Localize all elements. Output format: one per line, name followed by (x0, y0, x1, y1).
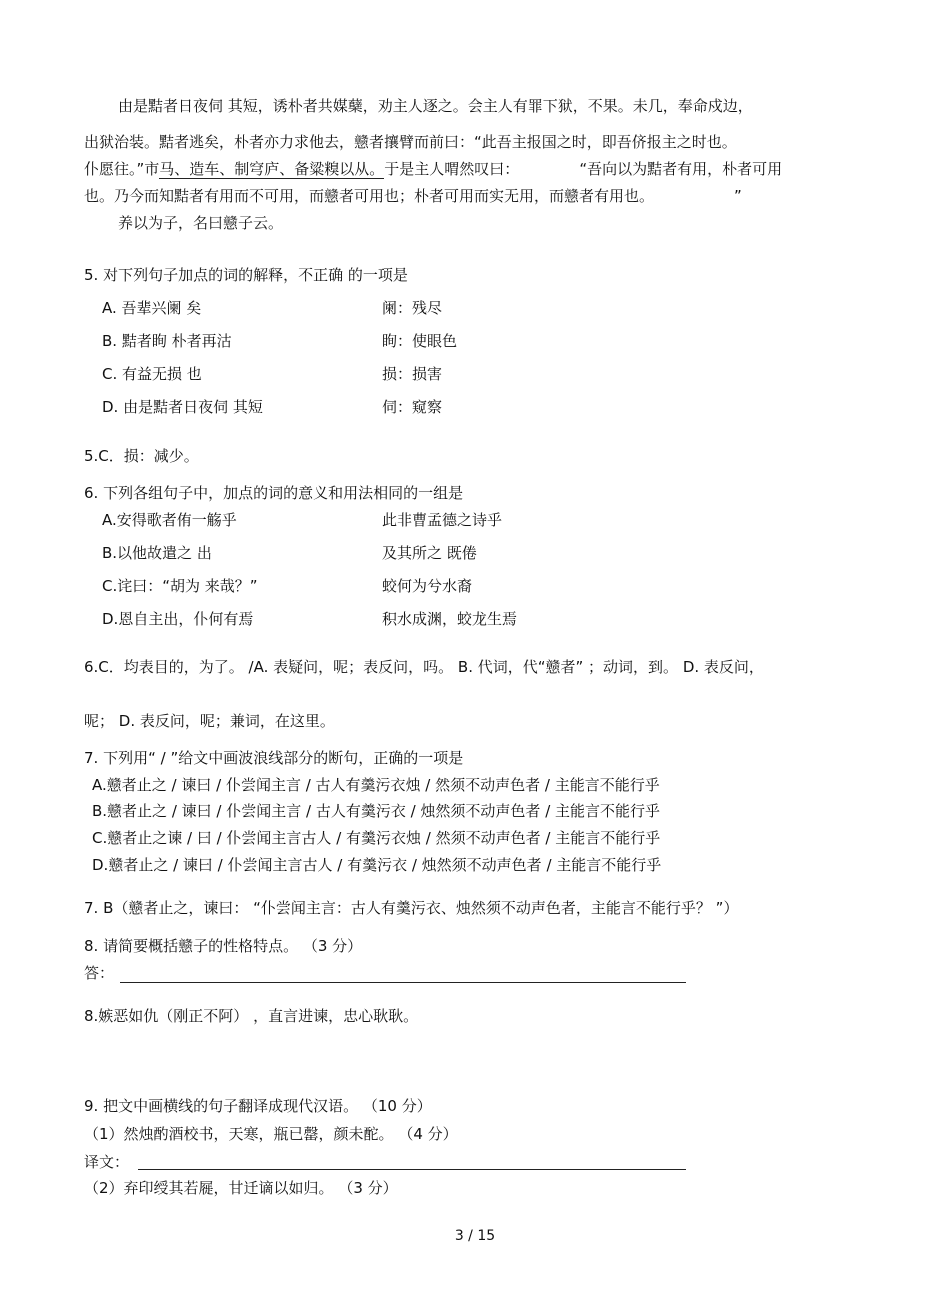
q7-option-c: C.戆者止之谏 / 曰 / 仆尝闻主言古人 / 有羹污衣烛 / 然须不动声色者 / 主能言不能行乎 (92, 829, 661, 847)
q7-answer: 7. B（戆者止之，谏曰： “仆尝闻主言：古人有羹污衣、烛然须不动声色者，主能言不能行乎？ ”） (84, 899, 739, 917)
passage-line-5: 养以为子，名曰戆子云。 (118, 214, 284, 232)
passage-line-3-quote: “吾向以为黠者有用，朴者可用 (579, 160, 783, 178)
q6-option-d: D.恩自主出，仆何有焉 (102, 610, 254, 628)
q7-option-a: A.戆者止之 / 谏曰 / 仆尝闻主言 / 古人有羹污衣烛 / 然须不动声色者 / 主能言不能行乎 (92, 776, 660, 794)
q6-option-c: C.诧曰：“胡为 来哉？” (102, 577, 258, 595)
q7-option-b: B.戆者止之 / 谏曰 / 仆尝闻主言 / 古人有羹污衣 / 烛然须不动声色者 / 主能言不能行乎 (92, 802, 661, 820)
q5-option-d: D. 由是黠者日夜伺 其短 (102, 398, 263, 416)
q5-option-c-gloss: 损：损害 (382, 365, 443, 383)
q5-option-a-gloss: 阑：残尽 (382, 299, 443, 317)
passage-line-3 (84, 159, 782, 179)
passage-line-3-mid: 于是主人喟然叹曰： (384, 160, 520, 178)
page-number: 3 / 15 (454, 1228, 496, 1244)
q9-translation-label: 译文： (84, 1153, 130, 1171)
q6-option-d-pair: 积水成渊，蛟龙生焉 (382, 610, 518, 628)
q6-stem: 6. 下列各组句子中，加点的词的意义和用法相同的一组是 (84, 484, 464, 502)
q7-stem: 7. 下列用“ / ”给文中画波浪线部分的断句，正确的一项是 (84, 749, 464, 767)
passage-line-1: 由是黠者日夜伺 其短，诱朴者共媒蘖，劝主人逐之。会主人有罪下狱，不果。未几，奉命戍边， (118, 97, 753, 115)
q6-answer-line-2: 呢； D. 表反问，呢；兼词，在这里。 (84, 712, 335, 730)
q9-sub-2: （2）弃印绶其若屣，甘迁谪以如归。 （3 分） (84, 1179, 398, 1197)
q5-option-d-gloss: 伺：窥察 (382, 398, 443, 416)
passage-line-3-start: 仆愿往。”市 (84, 160, 160, 178)
q6-option-a-pair: 此非曹孟德之诗乎 (382, 511, 503, 529)
q6-option-b-pair: 及其所之 既倦 (382, 544, 477, 562)
q8-answer-label: 答： (84, 964, 115, 982)
passage-line-4 (84, 186, 742, 206)
passage-line-4-text: 也。乃今而知黠者有用而不可用，而戆者可用也；朴者可用而实无用，而戆者有用也。 (84, 187, 655, 205)
q5-option-a: A. 吾辈兴阑 矣 (102, 299, 202, 317)
q8-answer: 8.嫉恶如仇（刚正不阿） ，直言进谏，忠心耿耿。 (84, 1007, 419, 1025)
q9-sub-1: （1）然烛酌酒校书，天寒，瓶已罄，颜未酡。 （4 分） (84, 1125, 458, 1143)
q5-option-b-gloss: 眴：使眼色 (382, 332, 458, 350)
q9-stem: 9. 把文中画横线的句子翻译成现代汉语。 （10 分） (84, 1097, 432, 1115)
q6-option-a: A.安得歌者侑一觞乎 (102, 511, 237, 529)
q8-stem: 8. 请简要概括戆子的性格特点。 （3 分） (84, 937, 363, 955)
passage-line-4-close: ” (734, 187, 742, 205)
q6-option-b: B.以他故遣之 出 (102, 544, 212, 562)
q5-stem: 5. 对下列句子加点的词的解释，不正确 的一项是 (84, 266, 408, 284)
q6-answer-line-1: 6.C．均表目的，为了。 /A. 表疑问，呢；表反问，吗。 B. 代词，代“戆者” ；动词，到。 D. 表反问， (84, 658, 764, 676)
q5-option-b: B. 黠者眴 朴者再沽 (102, 332, 232, 350)
q9-translation-blank[interactable] (138, 1169, 686, 1170)
q8-answer-blank[interactable] (120, 982, 686, 983)
q7-option-d: D.戆者止之 / 谏曰 / 仆尝闻主言古人 / 有羹污衣 / 烛然须不动声色者 / 主能言不能行乎 (92, 856, 662, 874)
underlined-sentence: 马、造车、制穹庐、备粱糗以从。 (159, 160, 385, 178)
q6-option-c-pair: 蛟何为兮水裔 (382, 577, 473, 595)
q5-option-c: C. 有益无损 也 (102, 365, 202, 383)
q5-answer: 5.C．损：减少。 (84, 447, 199, 465)
passage-line-2: 出狱治装。黠者逃矣，朴者亦力求他去，戆者攘臂而前曰：“此吾主报国之时，即吾侪报主之时也。 (84, 133, 737, 151)
